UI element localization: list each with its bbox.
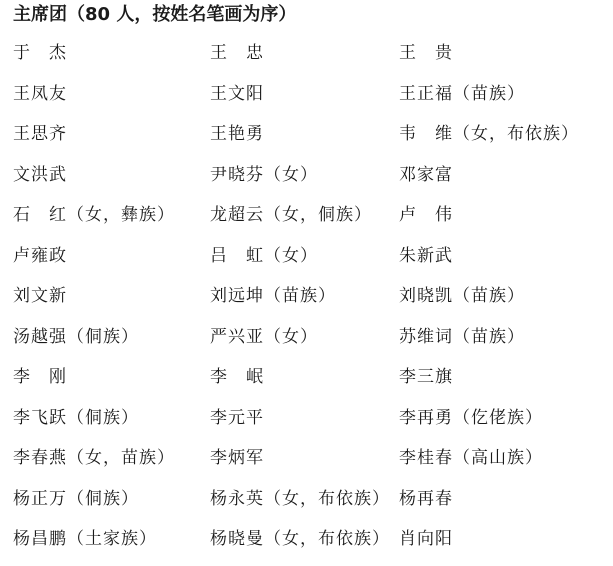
member-name: 苏维词（苗族） — [399, 326, 525, 347]
member-row — [13, 322, 609, 363]
member-name: 李炳军 — [210, 448, 264, 468]
member-name: 于 杰 — [13, 43, 67, 63]
member-name: 尹晓芬（女） — [210, 164, 318, 185]
member-name: 杨正万（侗族） — [13, 488, 139, 509]
member-name: 王正福（苗族） — [399, 83, 525, 104]
member-name: 石 红（女，彝族） — [13, 205, 175, 225]
member-name: 王思齐 — [13, 124, 67, 144]
member-name: 刘远坤（苗族） — [210, 286, 336, 306]
member-name: 王 忠 — [210, 43, 264, 63]
member-name: 韦 维（女，布依族） — [399, 124, 579, 144]
member-row — [13, 443, 609, 484]
member-list — [13, 38, 609, 565]
member-name: 杨晓曼（女，布依族） — [210, 529, 390, 549]
member-name: 王凤友 — [13, 83, 67, 104]
member-name: 李 刚 — [13, 367, 67, 387]
member-name: 王 贵 — [399, 43, 453, 63]
member-name: 李飞跃（侗族） — [13, 407, 139, 428]
member-name: 李再勇（仡佬族） — [399, 407, 543, 428]
member-name: 杨昌鹏（土家族） — [13, 529, 157, 549]
member-name: 李三旗 — [399, 367, 453, 387]
member-name: 李桂春（高山族） — [399, 448, 543, 468]
heading-note: （80 人，按姓名笔画为序） — [67, 4, 297, 25]
member-row — [13, 524, 609, 565]
member-row — [13, 241, 609, 282]
member-name: 文洪武 — [13, 164, 67, 185]
member-name: 邓家富 — [399, 164, 453, 185]
member-name: 李 岷 — [210, 367, 264, 387]
member-name: 杨再春 — [399, 488, 453, 509]
member-name: 王艳勇 — [210, 124, 264, 144]
member-row — [13, 119, 609, 160]
member-row — [13, 403, 609, 444]
member-name: 杨永英（女，布依族） — [210, 488, 390, 509]
member-name: 李春燕（女，苗族） — [13, 448, 175, 468]
member-name: 李元平 — [210, 407, 264, 428]
member-row — [13, 200, 609, 241]
member-row — [13, 160, 609, 201]
member-row — [13, 281, 609, 322]
member-name: 刘晓凯（苗族） — [399, 286, 525, 306]
member-name: 朱新武 — [399, 245, 453, 266]
member-row — [13, 362, 609, 403]
heading-title: 主席团 — [13, 4, 67, 25]
member-name: 肖向阳 — [399, 529, 453, 549]
member-name: 汤越强（侗族） — [13, 326, 139, 347]
member-row — [13, 484, 609, 525]
member-name: 龙超云（女，侗族） — [210, 205, 372, 225]
member-row — [13, 79, 609, 120]
member-name: 王文阳 — [210, 83, 264, 104]
member-name: 严兴亚（女） — [210, 326, 318, 347]
member-name: 卢 伟 — [399, 205, 453, 225]
member-row — [13, 38, 609, 79]
member-name: 卢雍政 — [13, 245, 67, 266]
presidium-heading — [13, 2, 296, 28]
member-name: 吕 虹（女） — [210, 245, 318, 266]
member-name: 刘文新 — [13, 286, 67, 306]
